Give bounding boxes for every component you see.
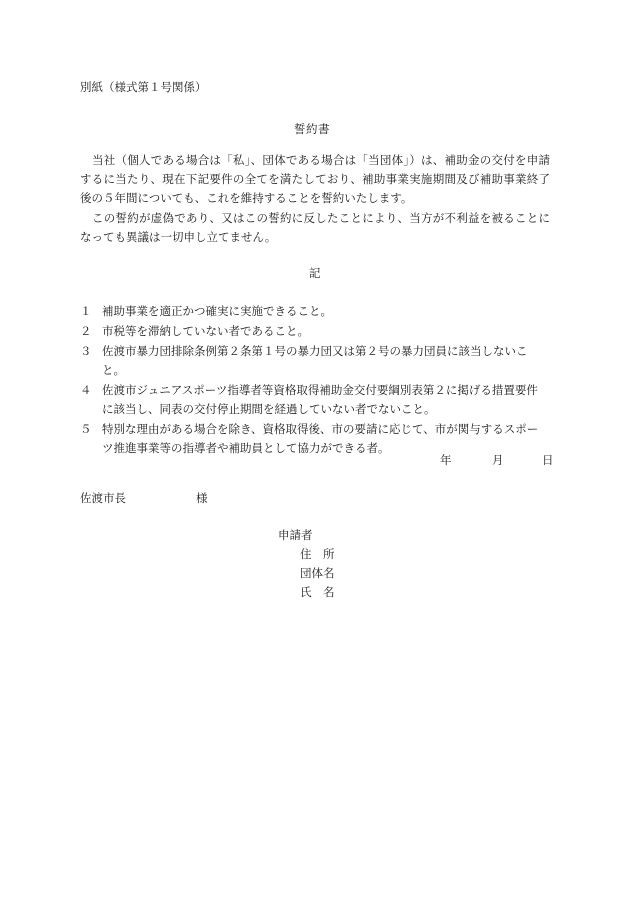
pledge-paragraph-2: この誓約が虚偽であり、又はこの誓約に反したことにより、当方が不利益を被ることになっても異議は一切申し立てません。 xyxy=(80,211,550,244)
item-text: 補助事業を適正かつ確実に実施できること。 xyxy=(102,304,332,318)
date-day: 日 xyxy=(542,453,554,467)
item-text: 佐渡市暴力団排除条例第２条第１号の暴力団又は第２号の暴力団員に該当しないこと。 xyxy=(102,344,528,377)
list-item xyxy=(80,381,548,419)
name-field-label: 氏 名 xyxy=(300,585,335,599)
item-number: ２ xyxy=(80,324,92,338)
ki-heading: 記 xyxy=(309,266,321,280)
pledge-paragraph-1: 当社（個人である場合は「私」、団体である場合は「当団体」）は、補助金の交付を申請するに当たり、現在下記要件の全てを満たしており、補助事業実施期間及び補助事業終了後の５年間についても、これを維持することを誓約いたします。 xyxy=(80,153,550,205)
date-month: 月 xyxy=(492,453,504,467)
address-field-label: 住 所 xyxy=(300,547,335,561)
date-line xyxy=(440,451,554,470)
item-text: 市税等を滞納していない者であること。 xyxy=(102,324,309,338)
item-number: ５ xyxy=(80,422,92,436)
form-reference-note: 別紙（様式第１号関係） xyxy=(80,80,207,94)
item-text: 特別な理由がある場合を除き、資格取得後、市の要請に応じて、市が関与するスポーツ推進事業等の指導者や補助員として協力ができる者。 xyxy=(102,422,539,455)
honorific: 様 xyxy=(196,491,208,505)
list-item xyxy=(80,322,548,341)
item-number: ３ xyxy=(80,344,92,358)
applicant-label: 申請者 xyxy=(278,528,313,542)
list-item xyxy=(80,302,548,321)
requirements-list xyxy=(80,302,548,459)
item-text: 佐渡市ジュニアスポーツ指導者等資格取得補助金交付要綱別表第２に掲げる措置要件に該当し、同表の交付停止期間を経過していない者でないこと。 xyxy=(102,383,538,416)
group-field-label: 団体名 xyxy=(300,566,335,580)
date-year: 年 xyxy=(440,453,452,467)
addressee: 佐渡市長 xyxy=(80,491,126,505)
item-number: ４ xyxy=(80,383,92,397)
item-number: １ xyxy=(80,304,92,318)
document-title: 誓約書 xyxy=(294,122,330,136)
list-item xyxy=(80,342,548,380)
